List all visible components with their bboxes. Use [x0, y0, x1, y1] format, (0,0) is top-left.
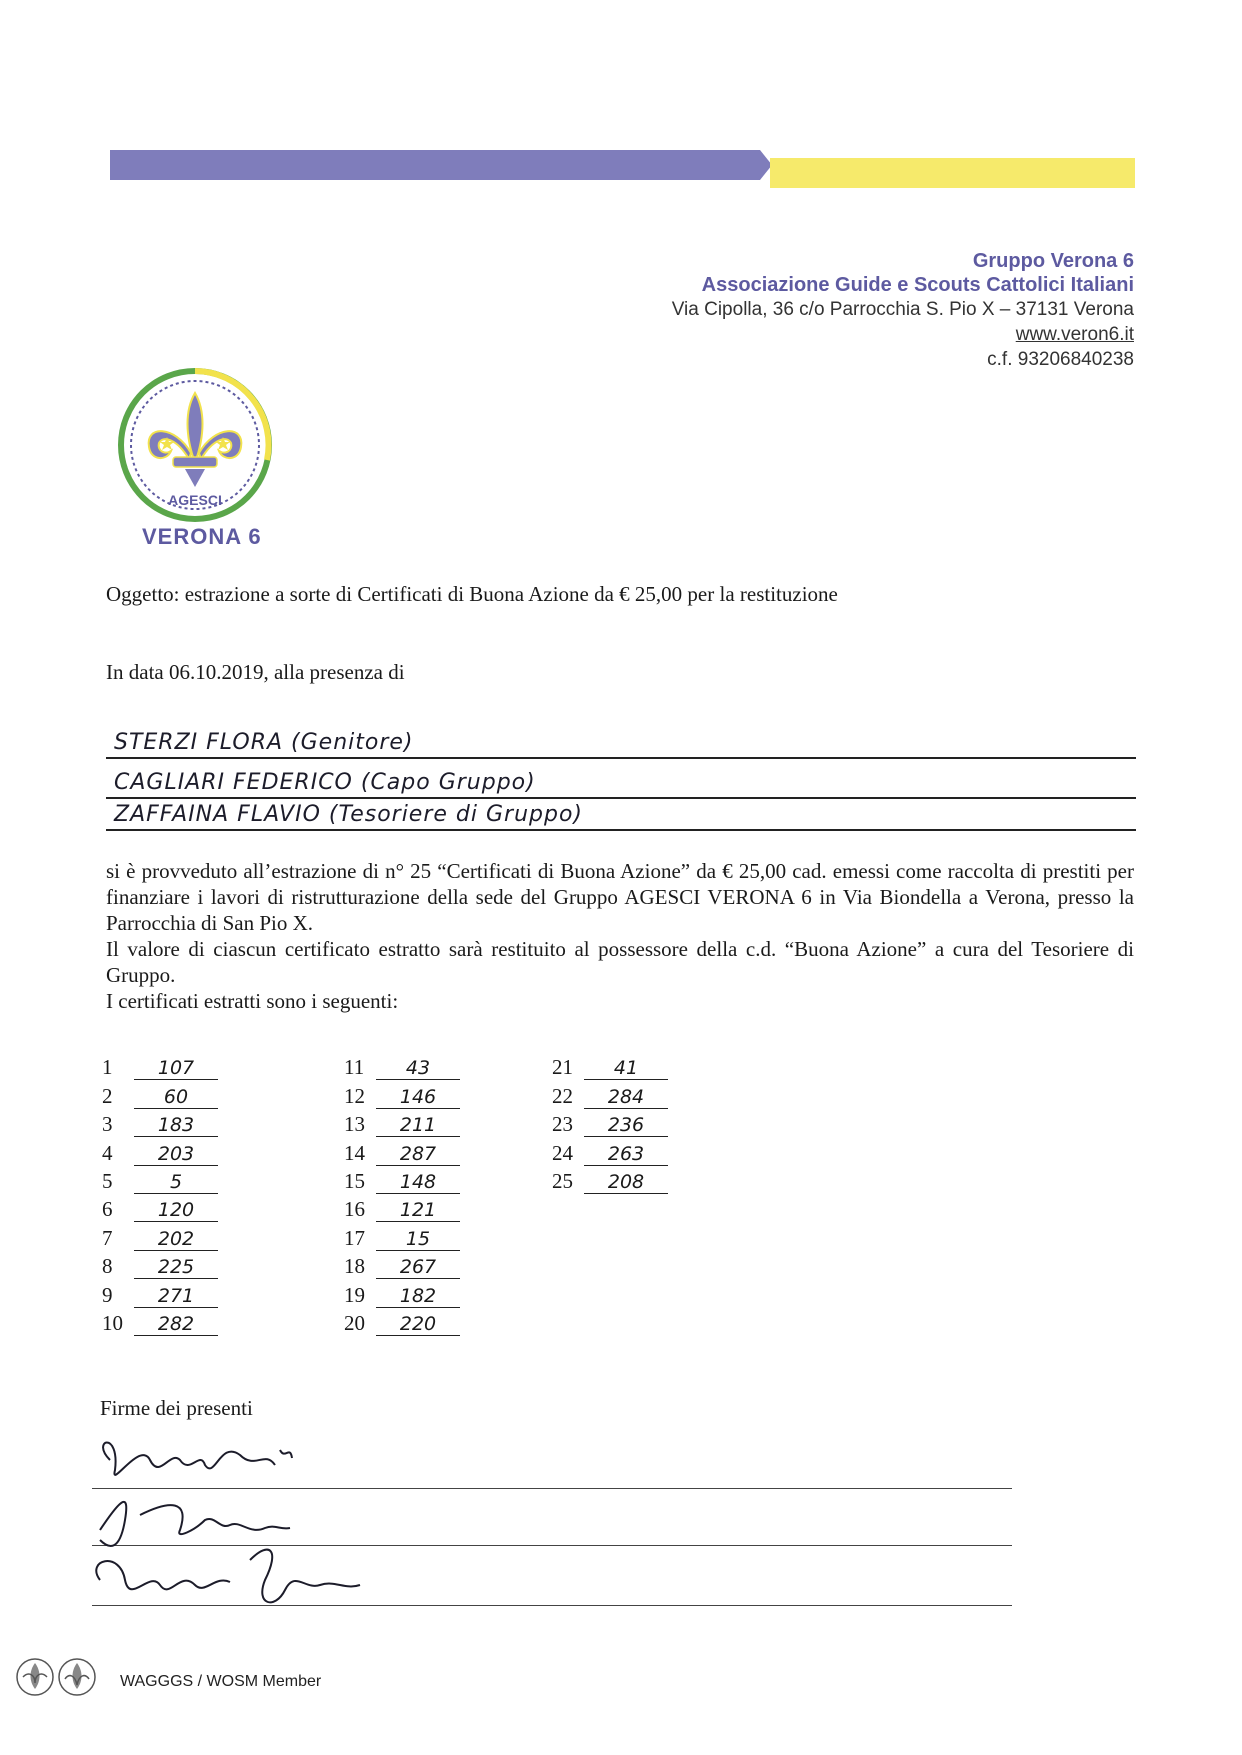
certificate-row	[102, 1052, 218, 1080]
certificate-number: 43	[376, 1057, 460, 1080]
intro-text: In data 06.10.2019, alla presenza di	[106, 660, 405, 684]
attendee-name: CAGLIARI FEDERICO (Capo Gruppo)	[114, 770, 536, 795]
certificate-index: 11	[344, 1055, 365, 1080]
logo-ring-text: AGESCI	[168, 492, 222, 508]
certificate-column-2	[344, 1052, 460, 1336]
attendee-line	[106, 763, 1136, 799]
certificate-index: 5	[102, 1168, 113, 1193]
certificate-index: 20	[344, 1310, 365, 1335]
certificate-index: 10	[102, 1310, 123, 1335]
certificate-row	[344, 1308, 460, 1336]
certificate-row	[102, 1279, 218, 1307]
subject-line: Oggetto: estrazione a sorte di Certificati di Buona Azione da € 25,00 per la restituzione	[106, 582, 838, 606]
certificate-index: 6	[102, 1197, 113, 1222]
certificate-row	[344, 1166, 460, 1194]
logo-label: VERONA 6	[142, 524, 262, 549]
certificate-index: 25	[552, 1168, 573, 1193]
certificate-number: 225	[134, 1256, 218, 1279]
group-name: Gruppo Verona 6	[972, 250, 1134, 272]
paragraph-line: si è provveduto all’estrazione di n° 25 “Certificati di Buona Azione” da € 25,00 cad. emessi come raccolta di prestiti per finanziare i lavori di ristrutturazione della sede del Gruppo AGESCI VERONA 6 in Via Biondella a Verona, presso la Parrocchia di San Pio X.	[106, 859, 1134, 935]
certificate-index: 16	[344, 1197, 365, 1222]
certificate-number: 146	[376, 1086, 460, 1109]
certificate-row	[102, 1166, 218, 1194]
paragraph-line: I certificati estratti sono i seguenti:	[106, 989, 399, 1013]
certificate-index: 24	[552, 1140, 573, 1165]
certificate-number: 236	[584, 1114, 668, 1137]
certificate-row	[552, 1080, 668, 1108]
paragraph-line: Il valore di ciascun certificato estratto sarà restituito al possessore della c.d. “Buona Azione” a cura del Tesoriere di Gruppo.	[106, 937, 1134, 987]
certificate-index: 1	[102, 1055, 113, 1080]
certificate-number: 267	[376, 1256, 460, 1279]
certificate-row	[344, 1137, 460, 1165]
certificate-row	[102, 1308, 218, 1336]
certificate-index: 7	[102, 1225, 113, 1250]
certificate-number: 15	[376, 1228, 460, 1251]
certificate-number: 202	[134, 1228, 218, 1251]
certificate-row	[102, 1222, 218, 1250]
certificate-row	[552, 1137, 668, 1165]
attendee-line	[106, 795, 1136, 831]
attendee-name: ZAFFAINA FLAVIO (Tesoriere di Gruppo)	[114, 802, 583, 827]
certificate-index: 17	[344, 1225, 365, 1250]
certificate-index: 9	[102, 1282, 113, 1307]
certificate-index: 13	[344, 1112, 365, 1137]
certificate-row	[344, 1222, 460, 1250]
certificate-row	[344, 1080, 460, 1108]
certificate-index: 19	[344, 1282, 365, 1307]
footer-membership: WAGGGS / WOSM Member	[120, 1673, 322, 1690]
certificate-number: 203	[134, 1143, 218, 1166]
signatures-label: Firme dei presenti	[100, 1396, 253, 1420]
certificate-row	[102, 1109, 218, 1137]
certificate-number: 41	[584, 1057, 668, 1080]
certificate-column-1	[102, 1052, 218, 1336]
certificate-row	[102, 1194, 218, 1222]
certificate-number: 60	[134, 1086, 218, 1109]
certificate-index: 15	[344, 1168, 365, 1193]
certificate-number: 284	[584, 1086, 668, 1109]
certificate-number: 183	[134, 1114, 218, 1137]
certificate-index: 14	[344, 1140, 365, 1165]
certificate-index: 4	[102, 1140, 113, 1165]
certificate-row	[102, 1251, 218, 1279]
certificate-row	[344, 1109, 460, 1137]
agesci-logo	[115, 365, 275, 525]
certificate-row	[102, 1080, 218, 1108]
certificate-column-3	[552, 1052, 668, 1194]
certificate-index: 8	[102, 1254, 113, 1279]
certificate-number: 271	[134, 1285, 218, 1308]
tax-code: c.f. 93206840238	[987, 349, 1134, 370]
certificate-number: 220	[376, 1313, 460, 1336]
certificate-number: 148	[376, 1171, 460, 1194]
certificate-index: 12	[344, 1083, 365, 1108]
certificate-row	[344, 1251, 460, 1279]
wagggs-wosm-logos	[15, 1655, 105, 1699]
certificate-index: 2	[102, 1083, 113, 1108]
certificate-index: 21	[552, 1055, 573, 1080]
certificate-row	[552, 1166, 668, 1194]
certificate-number: 282	[134, 1313, 218, 1336]
handwritten-signatures	[80, 1420, 420, 1620]
header-banner-purple	[110, 150, 760, 180]
certificate-number: 120	[134, 1199, 218, 1222]
association-name: Associazione Guide e Scouts Cattolici Italiani	[701, 274, 1134, 296]
certificate-index: 23	[552, 1112, 573, 1137]
certificate-number: 182	[376, 1285, 460, 1308]
certificate-row	[344, 1279, 460, 1307]
certificate-index: 3	[102, 1112, 113, 1137]
certificate-number: 211	[376, 1114, 460, 1137]
website-link[interactable]: www.veron6.it	[1015, 324, 1134, 345]
address: Via Cipolla, 36 c/o Parrocchia S. Pio X – 37131 Verona	[671, 299, 1134, 320]
certificate-number: 263	[584, 1143, 668, 1166]
header-banner-yellow	[770, 158, 1135, 188]
attendee-line	[106, 723, 1136, 759]
certificate-index: 18	[344, 1254, 365, 1279]
certificate-number: 287	[376, 1143, 460, 1166]
certificate-number: 107	[134, 1057, 218, 1080]
body-paragraph	[106, 858, 1134, 1014]
certificate-number: 5	[134, 1171, 218, 1194]
certificate-number: 208	[584, 1171, 668, 1194]
certificate-row	[552, 1109, 668, 1137]
certificate-row	[552, 1052, 668, 1080]
certificate-index: 22	[552, 1083, 573, 1108]
certificate-row	[102, 1137, 218, 1165]
certificate-number: 121	[376, 1199, 460, 1222]
certificate-row	[344, 1194, 460, 1222]
attendee-name: STERZI FLORA (Genitore)	[114, 730, 414, 755]
certificate-row	[344, 1052, 460, 1080]
